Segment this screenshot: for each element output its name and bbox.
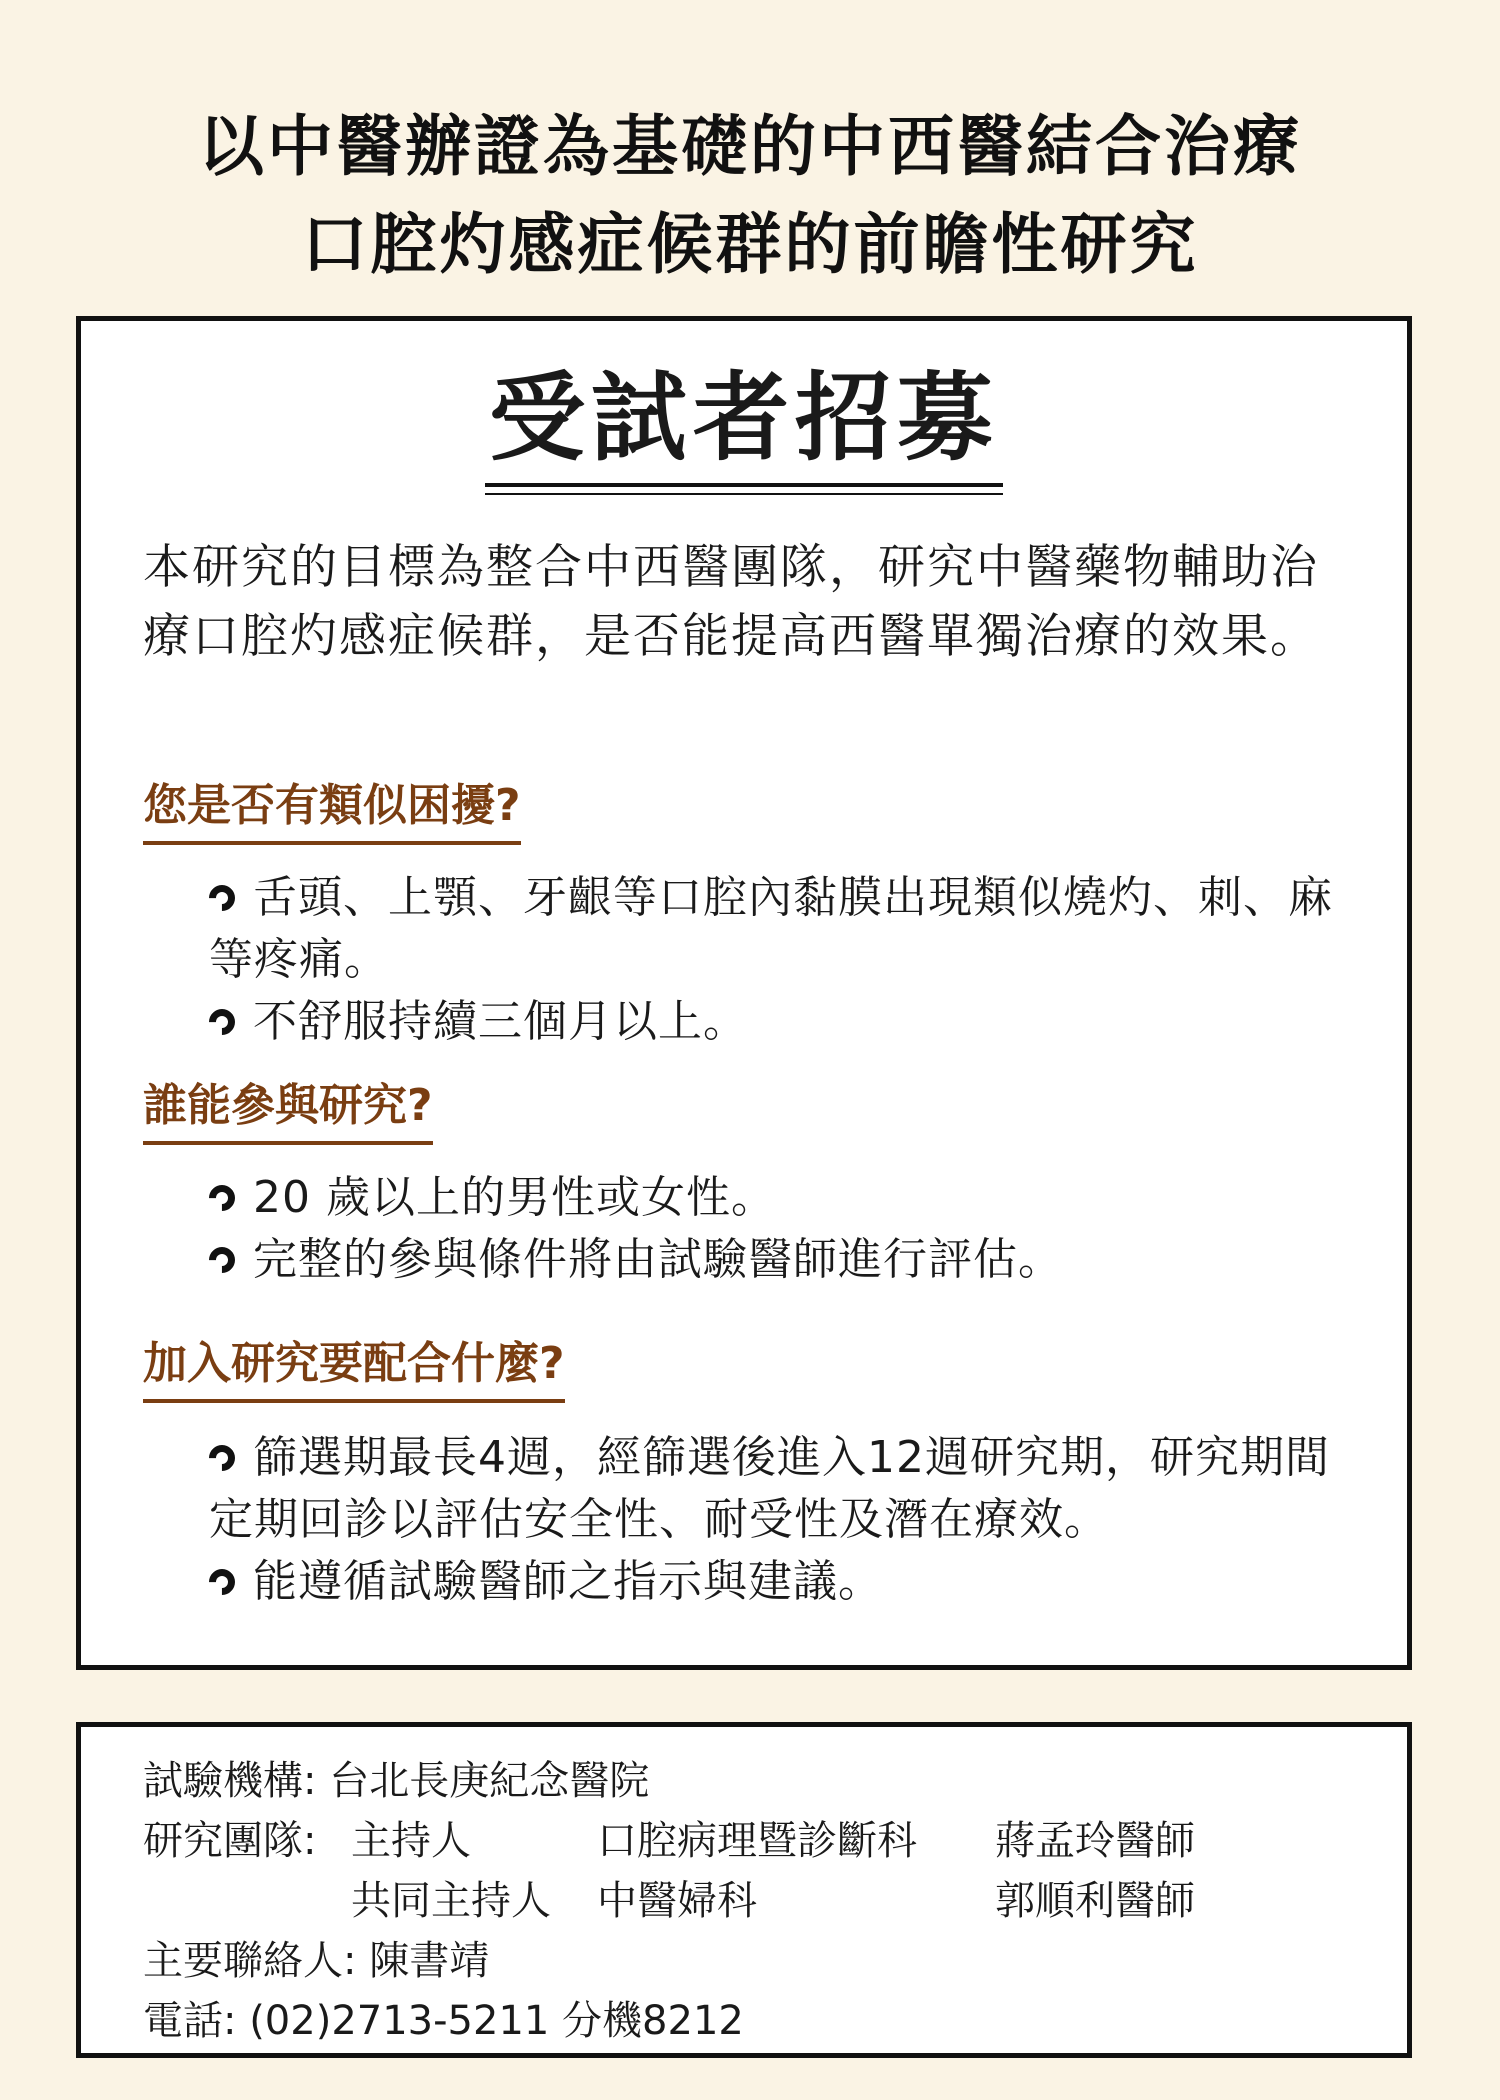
recruitment-heading-text: 受試者招募 [485,359,1003,487]
team-label: 研究團隊: [143,1818,317,1864]
section-heading-eligibility: 誰能參與研究? [143,1075,433,1145]
list-item-text: 篩選期最長4週，經篩選後進入12週研究期，研究期間定期回診以評估安全性、耐受性及潛在療效。 [209,1432,1330,1545]
title-line-2: 口腔灼感症候群的前瞻性研究 [301,206,1199,283]
list-item [209,1427,1369,1551]
open-circle-bullet-icon [204,880,241,917]
open-circle-bullet-icon [204,1440,241,1477]
list-item [209,1167,1369,1229]
phone-label: 電話: [143,1998,237,2044]
list-item-text: 完整的參與條件將由試驗醫師進行評估。 [253,1234,1063,1285]
list-item [209,991,1369,1053]
study-info-box [76,1722,1412,2058]
open-circle-bullet-icon [204,1004,241,1041]
list-item [209,1229,1369,1291]
institution-label: 試驗機構: [143,1758,317,1804]
contact-label: 主要聯絡人: [143,1938,357,1984]
team-name-co-pi: 郭順利醫師 [995,1878,1195,1924]
list-item-text: 不舒服持續三個月以上。 [253,996,748,1047]
list-item-text: 能遵循試驗醫師之指示與建議。 [253,1556,883,1607]
team-department-co-pi: 中醫婦科 [597,1878,757,1924]
intro-paragraph: 本研究的目標為整合中西醫團隊，研究中醫藥物輔助治療口腔灼感症候群，是否能提高西醫單獨治療的效果。 [143,540,1319,664]
phone-row [143,1991,744,2051]
list-item-text: 20 歲以上的男性或女性。 [253,1172,776,1223]
title-line-1: 以中醫辦證為基礎的中西醫結合治療 [198,108,1302,185]
institution-row [143,1751,649,1811]
list-item [209,1551,1369,1613]
section-list-eligibility [209,1167,1369,1291]
section-heading-symptoms: 您是否有類似困擾? [143,775,521,845]
list-item-text: 舌頭、上顎、牙齦等口腔內黏膜出現類似燒灼、刺、麻等疼痛。 [209,872,1333,985]
team-department-pi: 口腔病理暨診斷科 [597,1818,917,1864]
team-name-pi: 蔣孟玲醫師 [995,1818,1195,1864]
open-circle-bullet-icon [204,1564,241,1601]
recruitment-box [76,316,1412,1670]
list-item [209,867,1369,991]
section-heading-requirements: 加入研究要配合什麼? [143,1333,565,1403]
team-role-pi: 主持人 [351,1818,471,1864]
open-circle-bullet-icon [204,1180,241,1217]
section-list-requirements [209,1427,1369,1613]
contact-row [143,1931,489,1991]
page-title [0,98,1500,294]
section-list-symptoms [209,867,1369,1053]
recruitment-heading [81,359,1407,487]
open-circle-bullet-icon [204,1242,241,1279]
phone-value: (02)2713-5211 分機8212 [249,1998,744,2044]
institution-value: 台北長庚紀念醫院 [329,1758,650,1804]
contact-value: 陳書靖 [369,1938,490,1984]
team-role-co-pi: 共同主持人 [351,1878,551,1924]
